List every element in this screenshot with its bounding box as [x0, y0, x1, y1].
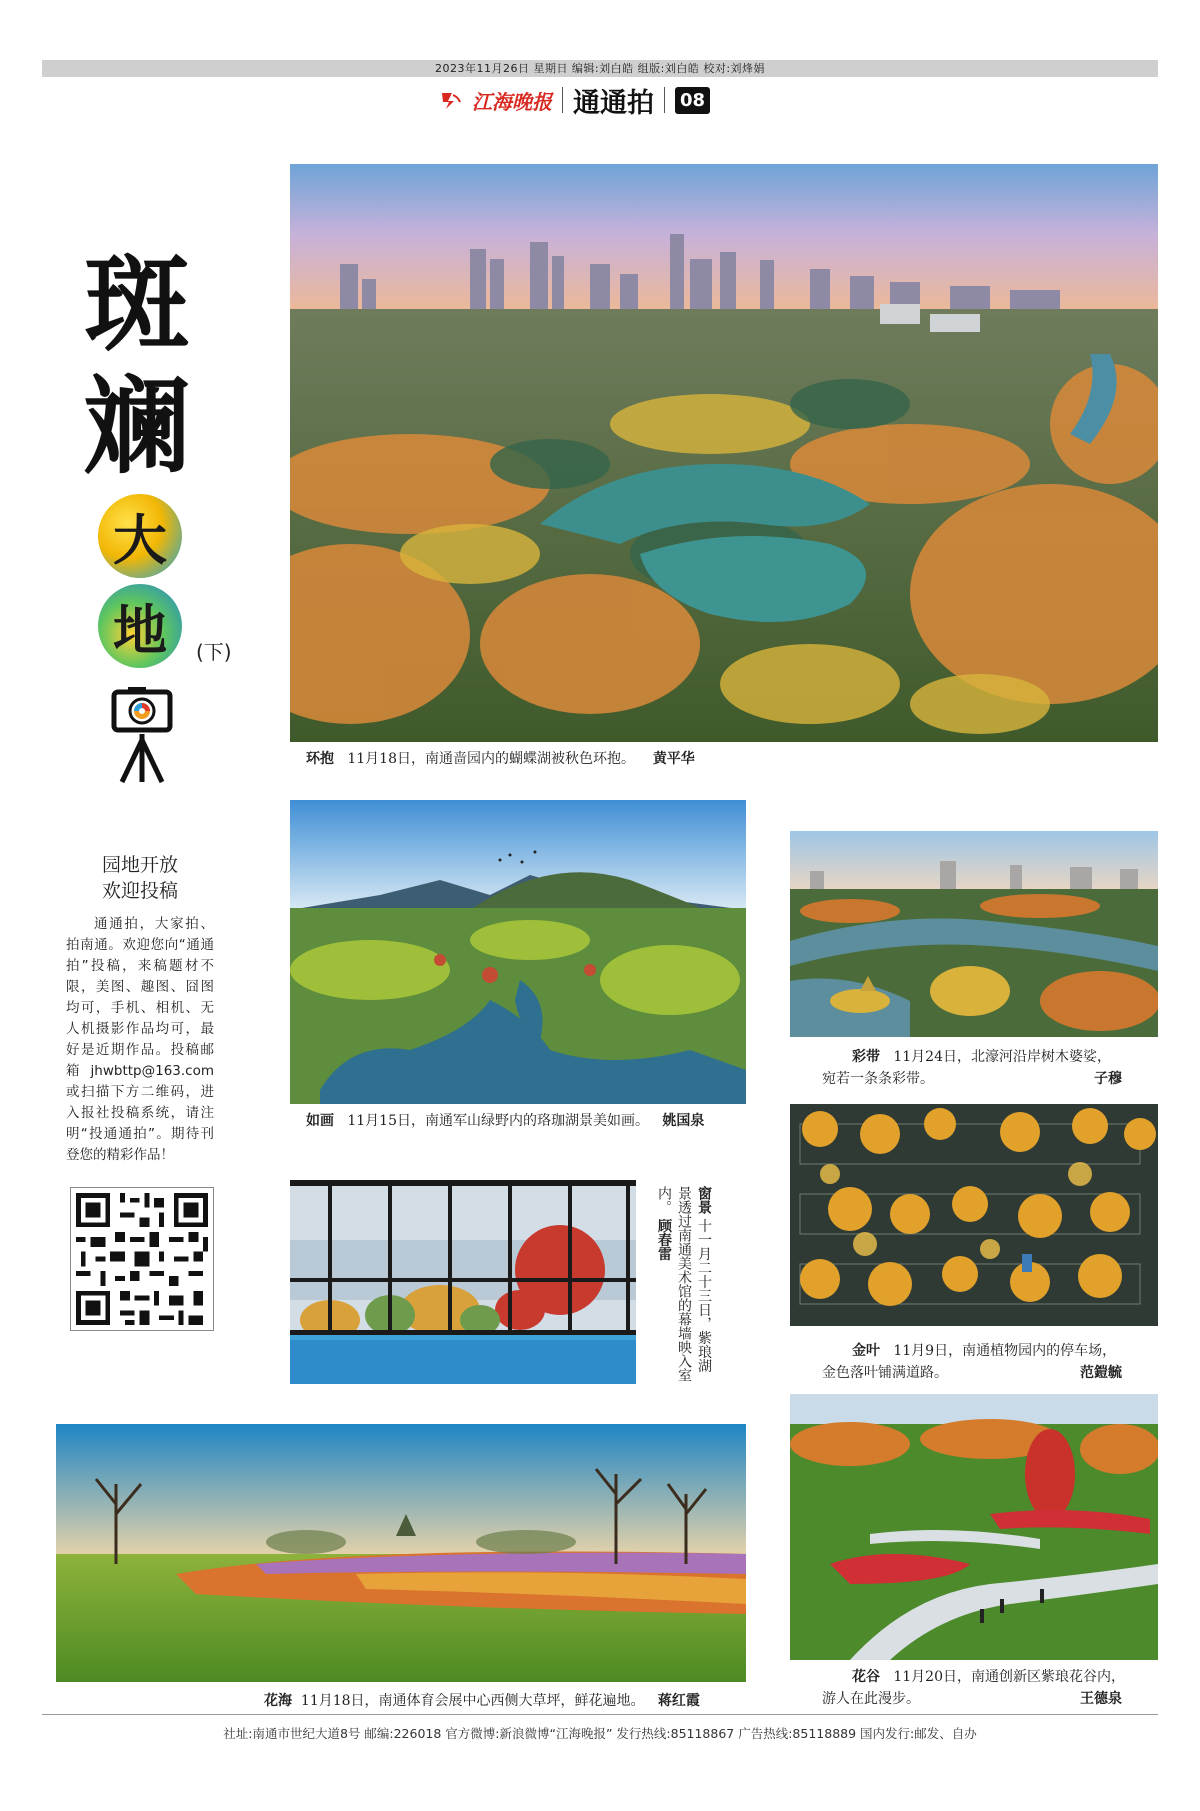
caption-text: 游人在此漫步。 — [822, 1691, 920, 1707]
caption-huahai — [264, 1690, 700, 1712]
caption-chuangjing — [642, 1186, 714, 1382]
caption-author: 黄平华 — [652, 751, 695, 767]
caption-title: 如画 — [306, 1113, 334, 1129]
caption-ruhua — [306, 1110, 704, 1132]
caption-title: 金叶 — [852, 1343, 880, 1359]
caption-text: 11月18日，南通体育会展中心西侧大草坪，鲜花遍地。 — [300, 1693, 645, 1709]
photo-chuangjing — [290, 1180, 636, 1384]
caption-author: 顾春雷 — [656, 1218, 672, 1261]
caption-huanbao — [306, 748, 695, 770]
invite-title — [84, 852, 196, 904]
camera-tripod-icon — [108, 686, 176, 786]
invite-title-line2: 欢迎投稿 — [101, 880, 178, 902]
caption-title: 环抱 — [306, 751, 334, 767]
caption-author: 子穆 — [1094, 1071, 1122, 1087]
logo-swoosh-icon — [440, 89, 462, 111]
footer-info: 社址:南通市世纪大道8号 邮编:226018 官方微博:新浪微博“江海晚报” 发行热线:85118867 广告热线:85118889 国内发行:邮发、自办 — [223, 1726, 977, 1741]
caption-text: 十一月二十三日，紫琅湖景透过南通美术馆的幕墙映入室内。 — [656, 1186, 712, 1382]
title-char-2: 斓 — [84, 363, 190, 488]
photo-caidai — [790, 831, 1158, 1037]
photo-jinye — [790, 1104, 1158, 1326]
photo-huagu — [790, 1394, 1158, 1660]
caption-text: 金色落叶铺满道路。 — [822, 1365, 948, 1381]
masthead-divider — [562, 87, 563, 113]
masthead-divider — [664, 87, 665, 113]
caption-author: 蒋红霞 — [657, 1693, 700, 1709]
photo-ruhua — [290, 800, 746, 1104]
caption-title: 花海 — [264, 1693, 292, 1709]
photo-huanbao — [290, 164, 1158, 742]
invite-body: 通通拍，大家拍、拍南通。欢迎您向“通通拍”投稿，来稿题材不限，美图、趣图、囧图均可，手机、相机、无人机摄影作品均可，最好是近期作品。投稿邮箱jhwbttp@163.com或扫描下方二维码，进入报社投稿系统，请注明“投通通拍”。期待刊登您的精彩作品！ — [66, 916, 214, 1163]
page-number: 08 — [675, 87, 710, 114]
masthead — [440, 82, 710, 118]
caption-title: 花谷 — [852, 1669, 880, 1685]
caption-jinye-line1 — [852, 1340, 1116, 1362]
footer-rule — [42, 1714, 1158, 1715]
column-name: 通通拍 — [573, 87, 654, 119]
caption-huagu-line2 — [822, 1688, 1122, 1710]
qr-code-icon[interactable] — [70, 1187, 214, 1331]
caption-author: 姚国泉 — [662, 1113, 705, 1129]
photo-huahai — [56, 1424, 746, 1682]
caption-text: 11月15日，南通军山绿野内的珞珈湖景美如画。 — [347, 1113, 649, 1129]
title-char-1: 斑 — [84, 241, 190, 366]
title-circle-2: 地 — [98, 584, 182, 668]
caption-title: 彩带 — [852, 1049, 880, 1065]
header-info-text: 2023年11月26日 星期日 编辑:刘白皓 组版:刘白皓 校对:刘烽娟 — [434, 62, 766, 75]
caption-text: 11月24日，北濠河沿岸树木婆娑， — [893, 1049, 1111, 1065]
caption-jinye-line2 — [822, 1362, 1122, 1384]
invite-title-line1: 园地开放 — [101, 854, 178, 876]
caption-text: 11月9日，南通植物园内的停车场， — [893, 1343, 1117, 1359]
caption-text: 11月20日，南通创新区紫琅花谷内， — [893, 1669, 1125, 1685]
caption-text: 11月18日，南通啬园内的蝴蝶湖被秋色环抱。 — [347, 751, 635, 767]
caption-author: 王德泉 — [1080, 1691, 1122, 1707]
caption-text: 宛若一条条彩带。 — [822, 1071, 934, 1087]
paper-name: 江海晚报 — [472, 89, 552, 114]
caption-title: 窗景 — [696, 1186, 712, 1214]
caption-caidai-line1 — [852, 1046, 1111, 1068]
caption-huagu-line1 — [852, 1666, 1125, 1688]
title-circle-1: 大 — [98, 494, 182, 578]
title-part: (下) — [196, 640, 232, 664]
caption-caidai-line2 — [822, 1068, 1122, 1090]
caption-author: 范鎧毓 — [1080, 1365, 1122, 1381]
